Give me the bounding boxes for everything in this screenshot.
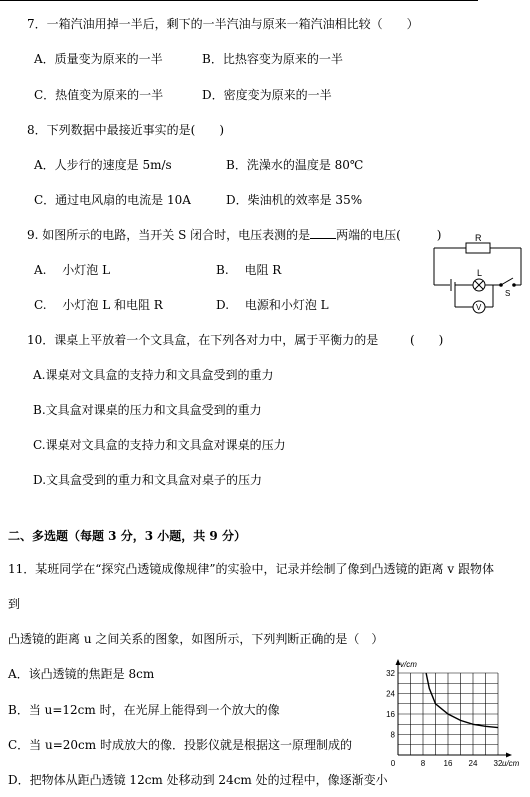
q9-option-d: D. 电源和小灯泡 L: [216, 298, 329, 312]
q11-option-b: B．当 u=12cm 时，在光屏上能得到一个放大的像: [8, 703, 280, 717]
voltmeter-label: V: [476, 303, 482, 312]
q10-option-d: D.文具盒受到的重力和文具盒对桌子的压力: [33, 473, 263, 487]
q11-stem-line3: 凸透镜的距离 u 之间关系的图象，如图所示，下列判断正确的是（ ）: [8, 632, 384, 646]
resistor-label: R: [475, 233, 482, 243]
switch-label: S: [505, 289, 511, 298]
q9-option-c: C. 小灯泡 L 和电阻 R: [34, 298, 163, 312]
q8-option-a: A．人步行的速度是 5m/s: [34, 158, 172, 172]
x-axis-label: u/cm: [502, 759, 520, 768]
q9-option-a: A. 小灯泡 L: [34, 263, 111, 277]
q7-option-c: C．热值变为原来的一半: [34, 88, 164, 102]
y-tick-label: 24: [386, 689, 395, 699]
q10-bracket: ( ): [410, 333, 444, 347]
q11-option-c: C．当 u=20cm 时成放大的像．投影仪就是根据这一原理制成的: [8, 738, 352, 752]
q8-option-c: C．通过电风扇的电流是 10A: [34, 193, 191, 207]
q9-option-b: B. 电阻 R: [216, 263, 282, 277]
q7-option-b: B．比热容变为原来的一半: [202, 52, 343, 66]
x-axis-arrow: [506, 753, 512, 758]
q8-option-b: B．洗澡水的温度是 80℃: [226, 158, 364, 172]
y-tick-label: 8: [390, 730, 395, 740]
q10-option-a: A.课桌对文具盒的支持力和文具盒受到的重力: [33, 368, 274, 382]
y-axis-label: v/cm: [400, 660, 417, 669]
q8-option-d: D．柴油机的效率是 35%: [226, 193, 363, 207]
x-tick-label: 0: [390, 759, 396, 768]
x-tick-label: 8: [420, 759, 426, 768]
y-tick-label: 32: [386, 669, 395, 678]
q11-stem-line2: 到: [8, 597, 21, 611]
q11-option-d: D．把物体从距凸透镜 12cm 处移动到 24cm 处的过程中，像逐渐变小: [8, 773, 388, 787]
q7-stem: 7．一箱汽油用掉一半后，剩下的一半汽油与原来一箱汽油相比较（ ）: [27, 17, 419, 31]
q7-option-d: D．密度变为原来的一半: [202, 88, 332, 102]
lamp-label: L: [477, 268, 483, 278]
series-line: [426, 673, 498, 728]
q7-option-a: A．质量变为原来的一半: [34, 52, 163, 66]
q11-option-a: A．该凸透镜的焦距是 8cm: [8, 667, 155, 681]
circuit-diagram: [428, 232, 526, 318]
q11-stem-line1: 11．某班同学在“探究凸透镜成像规律”的实验中，记录并绘制了像到凸透镜的距离 v 跟物体: [8, 562, 494, 576]
switch-blade: [501, 278, 513, 285]
q9-stem: [27, 227, 442, 243]
resistor-symbol: [466, 243, 490, 253]
x-tick-label: 24: [468, 759, 478, 768]
q10-option-b: B.文具盒对课桌的压力和文具盒受到的重力: [33, 403, 262, 417]
uv-graph: [370, 655, 520, 770]
q10-stem: 10．课桌上平放着一个文具盒，在下列各对力中，属于平衡力的是: [27, 333, 379, 347]
q10-option-c: C.课桌对文具盒的支持力和文具盒对课桌的压力: [33, 438, 286, 452]
y-tick-label: 16: [386, 710, 395, 719]
section-title: 二、多选题（每题 3 分，3 小题，共 9 分）: [8, 529, 246, 543]
x-tick-label: 32: [493, 759, 503, 768]
x-tick-label: 16: [443, 759, 453, 768]
top-rule: [0, 0, 478, 1]
q8-stem: 8．下列数据中最接近事实的是( ): [27, 123, 224, 137]
q9-stem-before: 9. 如图所示的电路，当开关 S 闭合时，电压表测的是: [27, 228, 311, 242]
q9-answer-blank: [310, 227, 336, 239]
q9-stem-after: 两端的电压( ): [336, 228, 442, 242]
